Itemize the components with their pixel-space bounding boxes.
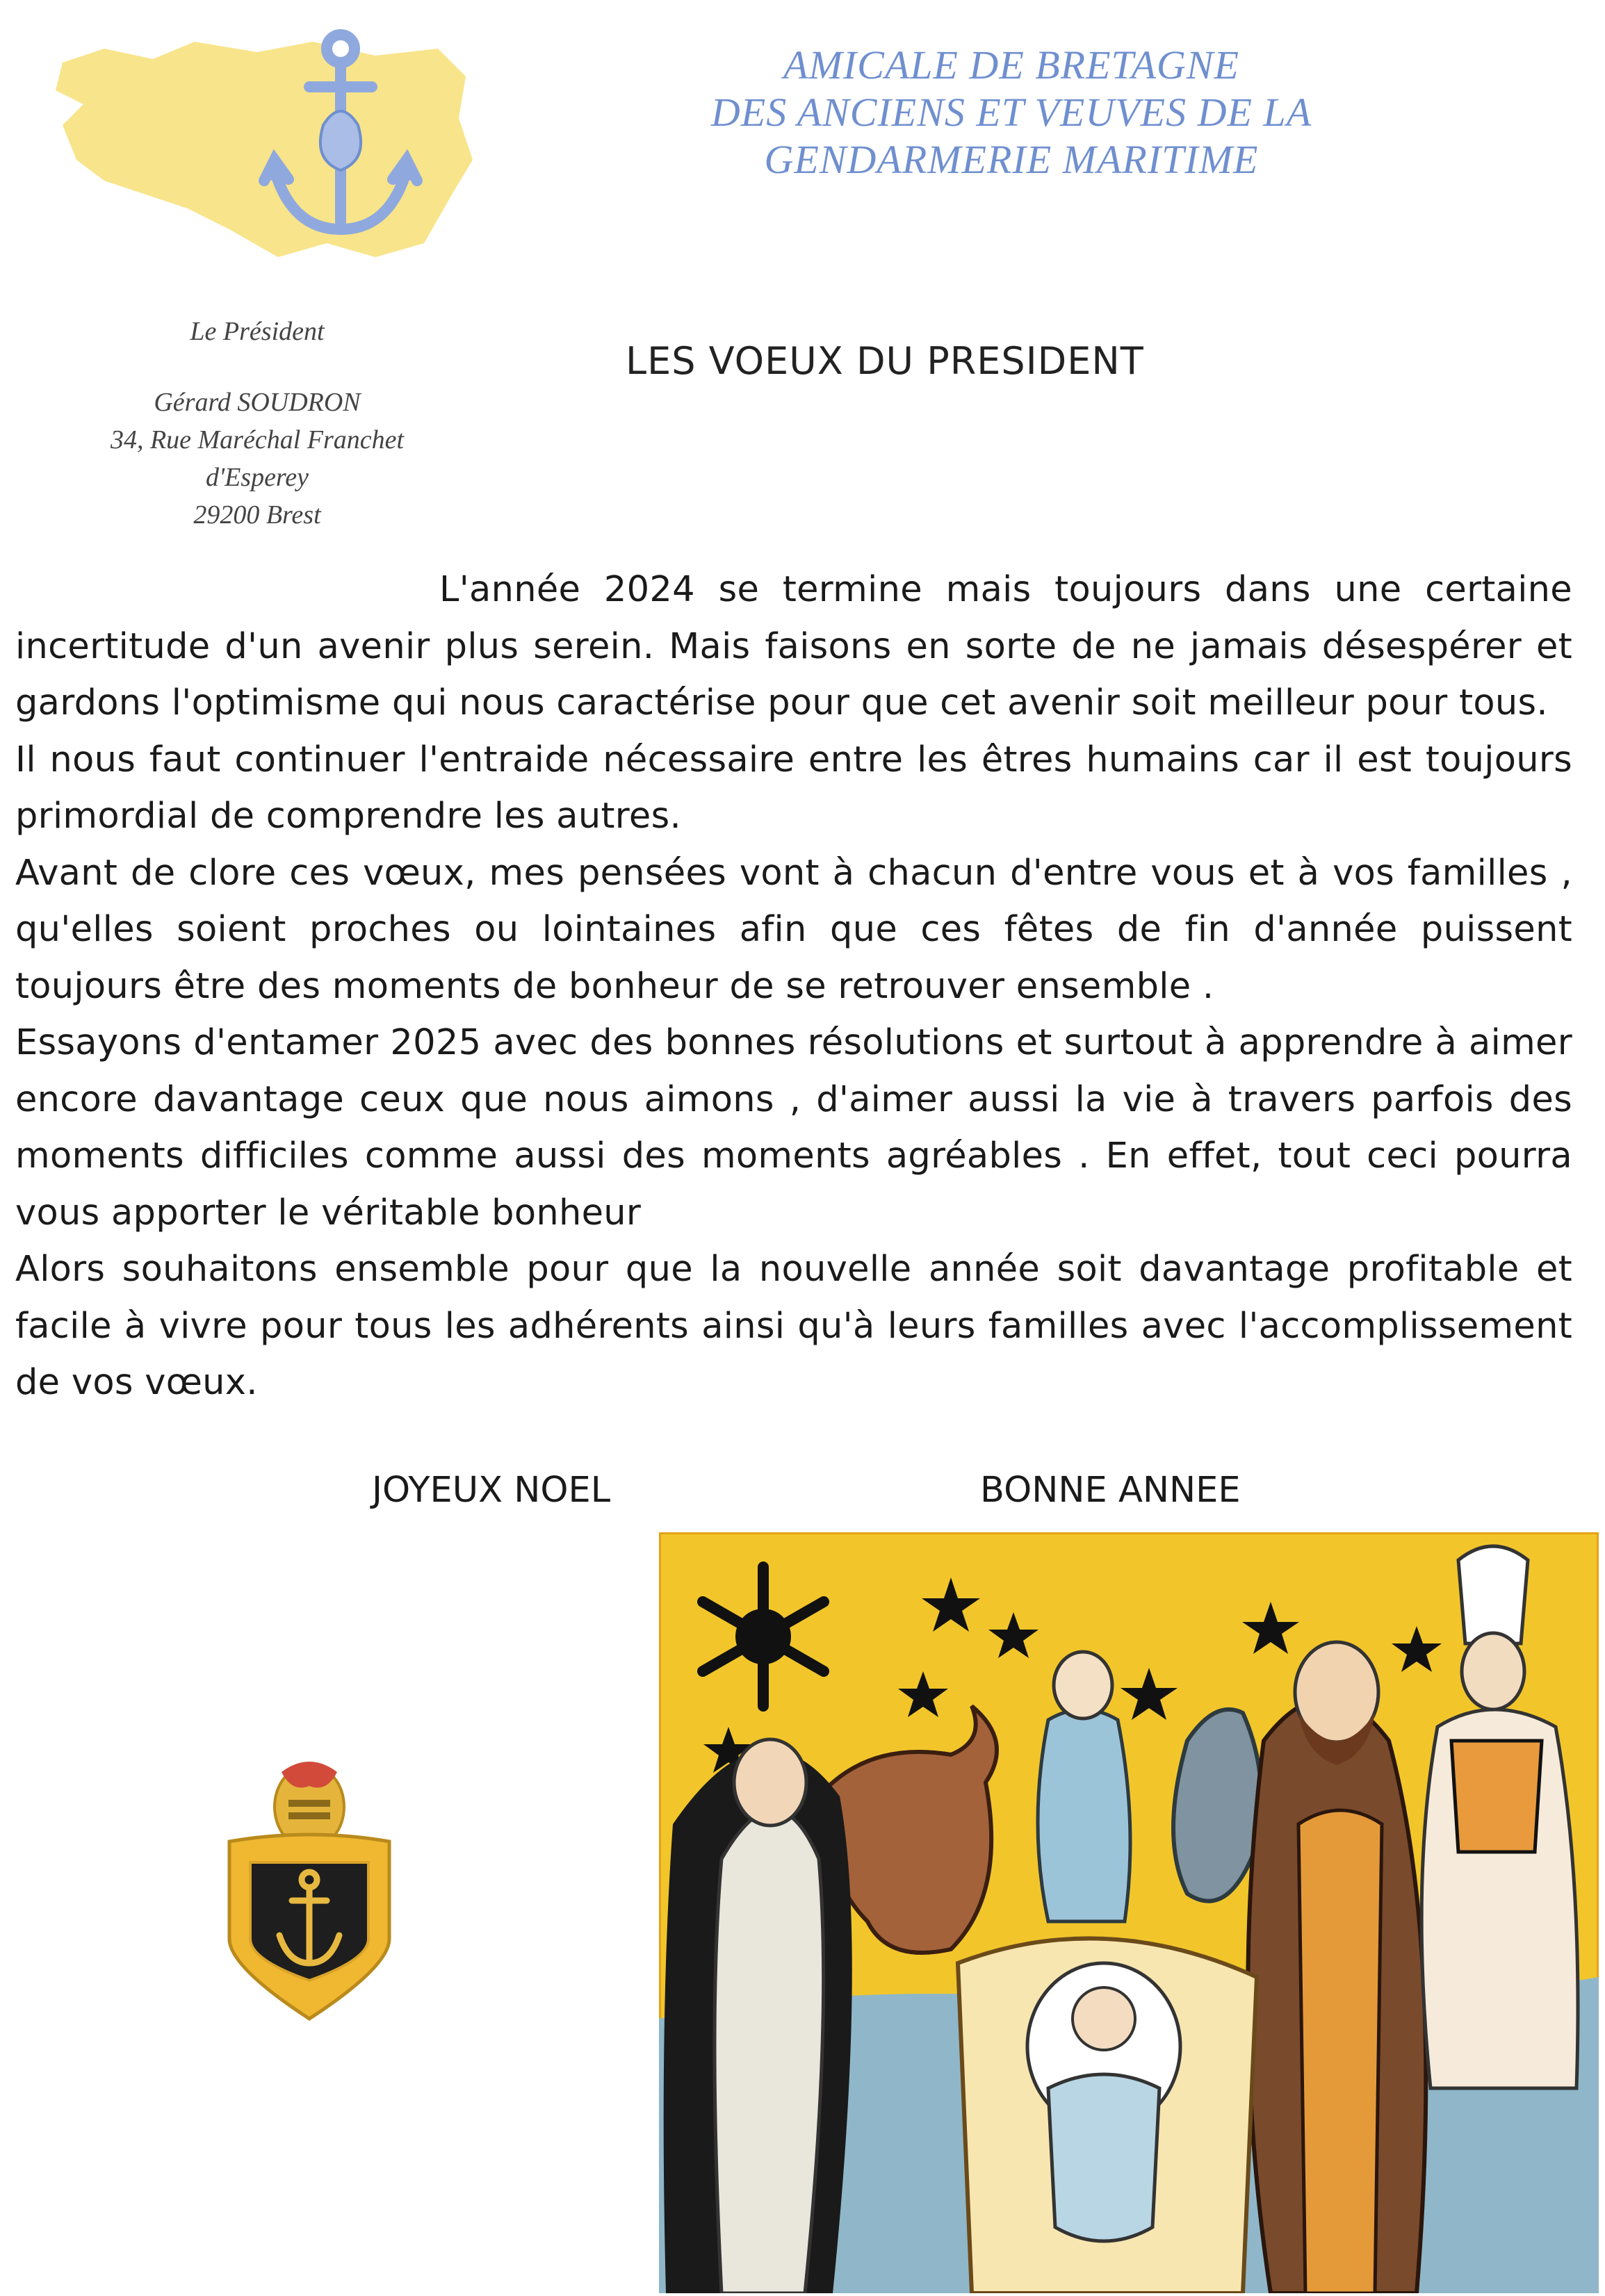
anchor-logo (49, 21, 480, 271)
body-paragraph: Avant de clore ces vœux, mes pensées vont à chacun d'entre vous et à vos familles , qu'elles soient proches ou lointaines afin que ces fêtes de fin d'année puissent toujours être des moments de bonheur de se retrouver ensemble . (15, 852, 1572, 1007)
body-paragraph: Essayons d'entamer 2025 avec des bonnes résolutions et surtout à apprendre à aimer encore davantage ceux que nous aimons , d'aimer aussi la vie à travers parfois des moments difficiles comme aussi des moments agréables . En effet, tout ceci pourra vous apporter le véritable bonheur (15, 1022, 1572, 1233)
gendarmerie-crest-image (215, 1758, 403, 2022)
brittany-map-shape (56, 42, 473, 257)
document-title: LES VOEUX DU PRESIDENT (626, 339, 1144, 383)
address-line: 34, Rue Maréchal Franchet (110, 425, 405, 454)
mary-figure (664, 1739, 852, 2293)
org-name-line: GENDARMERIE MARITIME (764, 137, 1259, 182)
address-line: 29200 Brest (193, 500, 321, 530)
baby-jesus-figure (958, 1938, 1257, 2293)
address-line: d'Esperey (205, 463, 309, 492)
nativity-illustration (659, 1532, 1599, 2293)
organization-name (612, 42, 1411, 183)
body-paragraph: Alors souhaitons ensemble pour que la nouvelle année soit davantage profitable et facile à vivre pour tous les adhérents ainsi qu'à leurs familles avec l'accomplissement de vos vœux. (15, 1249, 1572, 1403)
letter-body (15, 561, 1572, 1411)
org-name-line: AMICALE DE BRETAGNE (783, 42, 1239, 88)
org-name-line: DES ANCIENS ET VEUVES DE LA (710, 90, 1312, 135)
body-paragraph: L'année 2024 se termine mais toujours dans une certaine incertitude d'un avenir plus serein. Mais faisons en sorte de ne jamais désespérer et gardons l'optimisme qui nous caractérise pour que cet avenir soit meilleur pour tous. (15, 569, 1572, 723)
body-paragraph: Il nous faut continuer l'entraide nécessaire entre les êtres humains car il est toujours primordial de comprendre les autres. (15, 739, 1572, 837)
president-role: Le Président (190, 317, 325, 346)
president-name: Gérard SOUDRON (154, 388, 361, 417)
grenade-flame (320, 111, 361, 170)
president-address-block (63, 313, 452, 534)
greeting-joyeux-noel: JOYEUX NOEL (372, 1470, 611, 1511)
greeting-bonne-annee: BONNE ANNEE (980, 1470, 1241, 1511)
